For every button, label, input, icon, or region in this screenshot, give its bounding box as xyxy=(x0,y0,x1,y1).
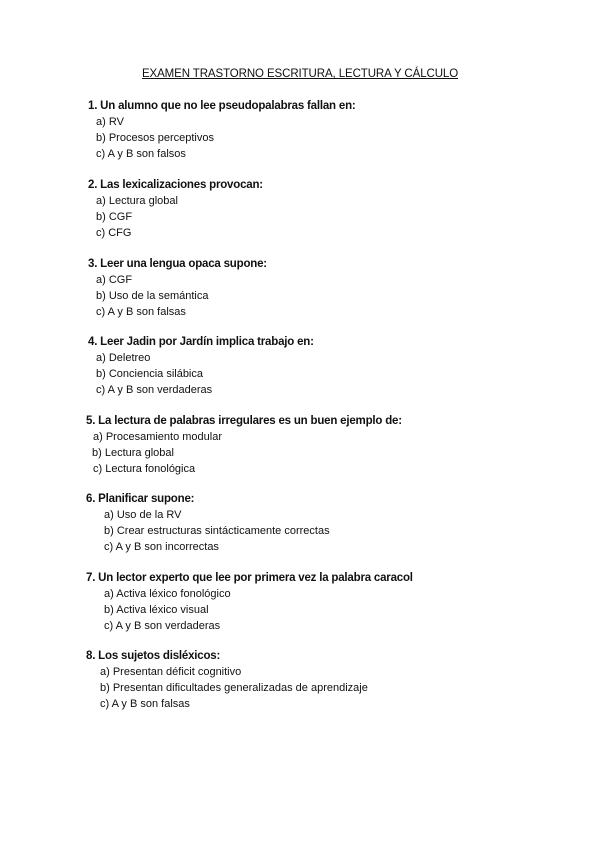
option-b: b) Activa léxico visual xyxy=(104,604,209,616)
option-a: a) Lectura global xyxy=(96,195,178,207)
option-b: b) Uso de la semántica xyxy=(96,290,209,302)
option-a: a) RV xyxy=(96,116,124,128)
option-b: b) Conciencia silábica xyxy=(96,368,203,380)
question-2 xyxy=(88,177,600,241)
option-a: a) Presentan déficit cognitivo xyxy=(100,666,242,678)
option-c: c) A y B son verdaderas xyxy=(96,384,213,396)
option-b: b) Presentan dificultades generalizadas de aprendizaje xyxy=(100,682,368,694)
option-c: c) A y B son incorrectas xyxy=(104,541,219,553)
option-c: c) CFG xyxy=(96,227,132,239)
option-c: c) A y B son falsas xyxy=(96,306,186,318)
option-c: c) A y B son falsas xyxy=(100,698,190,710)
question-text: 3. Leer una lengua opaca supone: xyxy=(88,258,267,270)
question-text: 1. Un alumno que no lee pseudopalabras fallan en: xyxy=(88,100,356,112)
question-text: 5. La lectura de palabras irregulares es un buen ejemplo de: xyxy=(86,415,402,427)
question-text: 7. Un lector experto que lee por primera vez la palabra caracol xyxy=(86,572,413,584)
option-b: b) Procesos perceptivos xyxy=(96,132,214,144)
option-a: a) CGF xyxy=(96,274,133,286)
option-b: b) Lectura global xyxy=(92,447,174,459)
question-text: 8. Los sujetos disléxicos: xyxy=(86,650,221,662)
question-4 xyxy=(88,334,600,398)
question-8 xyxy=(86,648,600,712)
question-7 xyxy=(86,570,600,634)
option-c: c) Lectura fonológica xyxy=(93,463,196,475)
option-a: a) Activa léxico fonológico xyxy=(104,588,231,600)
exam-title: EXAMEN TRASTORNO ESCRITURA, LECTURA Y CÁLCULO xyxy=(141,68,459,80)
option-b: b) CGF xyxy=(96,211,133,223)
question-3 xyxy=(88,256,600,320)
option-a: a) Uso de la RV xyxy=(104,509,182,521)
question-text: 6. Planificar supone: xyxy=(86,493,195,505)
option-b: b) Crear estructuras sintácticamente correctas xyxy=(104,525,330,537)
question-text: 4. Leer Jadin por Jardín implica trabajo en: xyxy=(88,336,314,348)
question-1 xyxy=(88,98,600,162)
option-a: a) Procesamiento modular xyxy=(93,431,223,443)
option-c: c) A y B son verdaderas xyxy=(104,620,221,632)
option-a: a) Deletreo xyxy=(96,352,151,364)
question-6 xyxy=(86,491,600,555)
question-5 xyxy=(86,413,600,477)
question-text: 2. Las lexicalizaciones provocan: xyxy=(88,179,263,191)
option-c: c) A y B son falsos xyxy=(96,148,186,160)
